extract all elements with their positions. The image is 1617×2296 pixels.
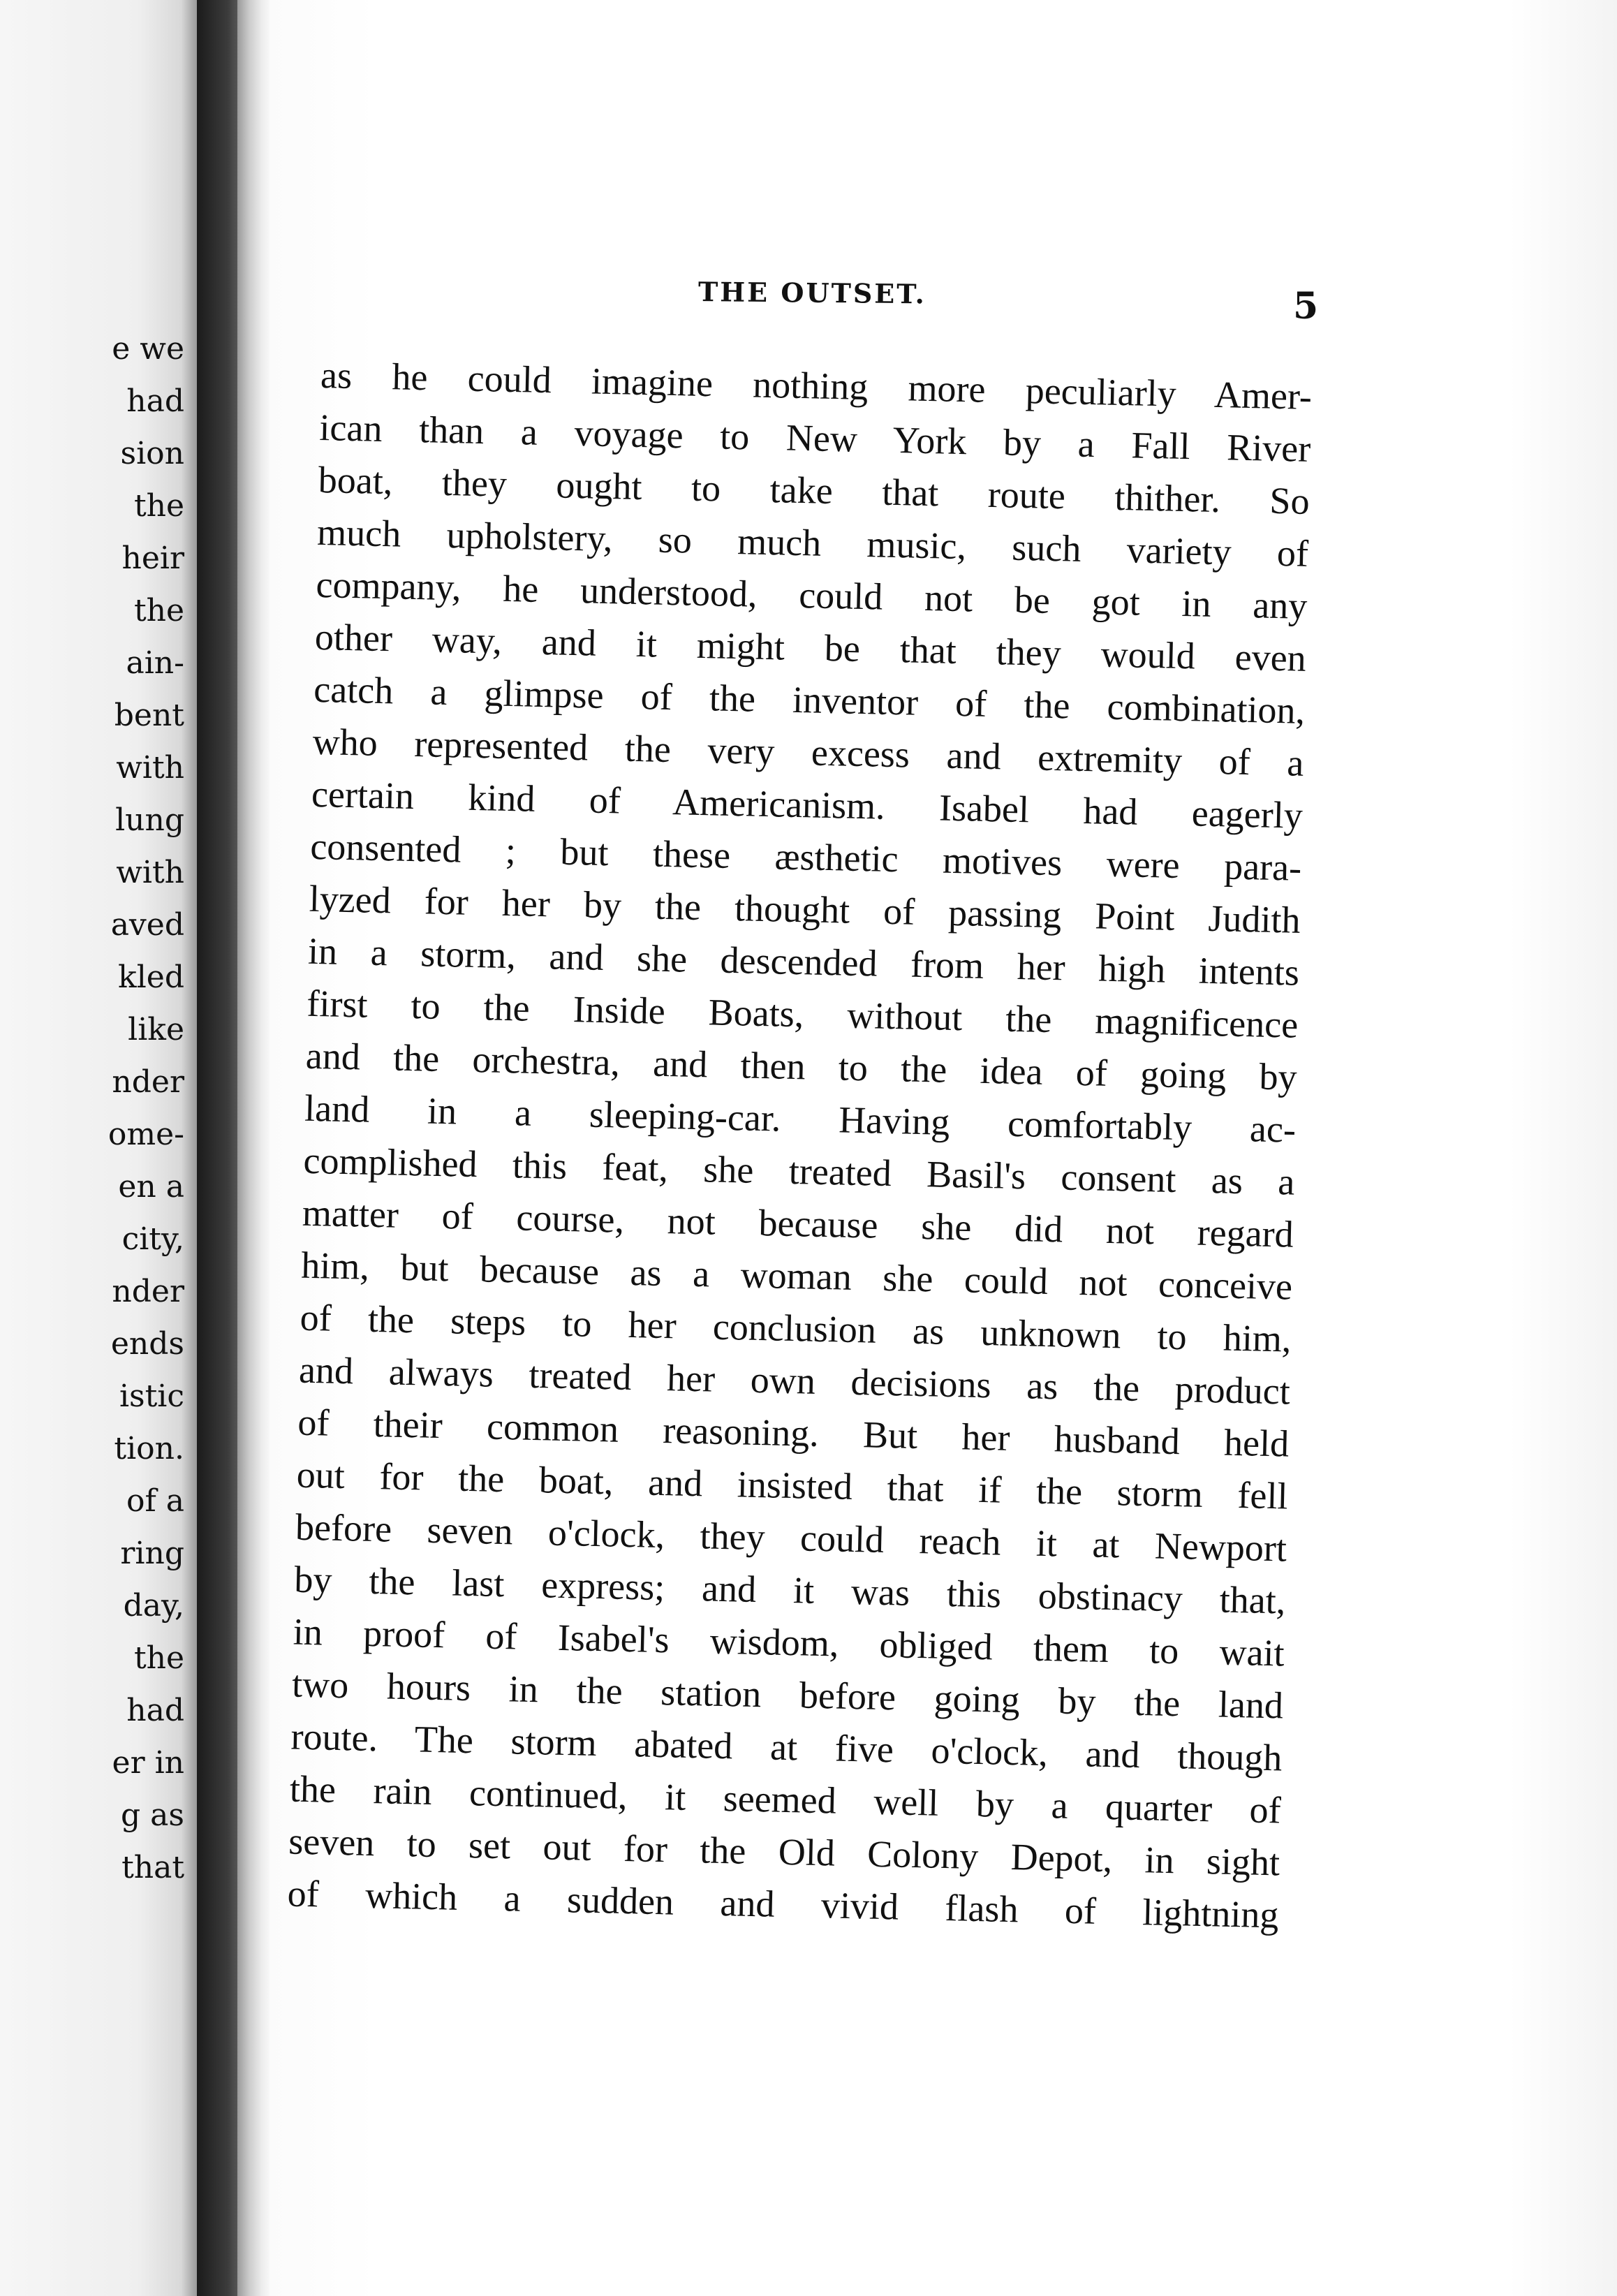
left-line: e we xyxy=(112,331,184,367)
text-line: out for the boat, and insisted that if the storm fell xyxy=(296,1453,1289,1517)
text-line: him, but because as a woman she could not conceive xyxy=(300,1244,1293,1308)
text-line: certain kind of Americanism. Isabel had eagerly xyxy=(311,772,1304,837)
text-line: route. The storm abated at five o'clock, and though xyxy=(290,1715,1283,1779)
left-line: lung xyxy=(115,802,184,838)
text-line: as he could imagine nothing more peculiarly Amer- xyxy=(320,353,1313,418)
text-line: and always treated her own decisions as the product xyxy=(298,1348,1291,1413)
left-line: istic xyxy=(119,1378,184,1414)
left-line: bent xyxy=(114,698,184,733)
left-line: like xyxy=(128,1012,184,1047)
text-line: lyzed for her by the thought of passing Point Judith xyxy=(309,877,1301,941)
text-line: the rain continued, it seemed well by a quarter of xyxy=(289,1767,1282,1832)
body-text xyxy=(287,349,1313,1941)
left-line: that xyxy=(121,1850,184,1885)
text-line: before seven o'clock, they could reach it at Newport xyxy=(295,1506,1287,1570)
text-line: ican than a voyage to New York by a Fall River xyxy=(318,406,1311,470)
text-line: two hours in the station before going by the land xyxy=(291,1663,1284,1727)
left-line: kled xyxy=(118,959,184,995)
text-line: by the last express; and it was this obstinacy that, xyxy=(293,1558,1286,1622)
left-line: day, xyxy=(123,1588,184,1624)
left-line: aved xyxy=(110,907,184,943)
text-line: of the steps to her conclusion as unknown to him, xyxy=(300,1296,1292,1360)
left-line: sion xyxy=(120,436,184,471)
left-line: ain- xyxy=(126,645,184,681)
text-line: much upholstery, so much music, such variety of xyxy=(316,510,1309,575)
left-line: nder xyxy=(112,1064,184,1100)
left-line: g as xyxy=(121,1797,184,1833)
text-line: in proof of Isabel's wisdom, obliged them to wait xyxy=(293,1610,1285,1675)
left-line: of a xyxy=(126,1483,184,1519)
binding-shadow xyxy=(237,0,270,2296)
left-line: en a xyxy=(118,1169,184,1205)
left-line: nder xyxy=(112,1274,184,1309)
text-line: who represented the very excess and extremity of a xyxy=(312,720,1305,784)
text-line: other way, and it might be that they would even xyxy=(314,615,1307,679)
left-line: the xyxy=(133,1640,184,1676)
left-line: with xyxy=(116,750,184,786)
text-line: seven to set out for the Old Colony Depot, in sight xyxy=(288,1820,1280,1884)
left-page xyxy=(0,0,197,2296)
text-line: company, he understood, could not be got in any xyxy=(315,563,1308,627)
binding-gutter xyxy=(197,0,237,2296)
left-line: the xyxy=(133,593,184,628)
text-line: matter of course, not because she did not regard xyxy=(302,1191,1294,1256)
left-line: heir xyxy=(121,540,184,576)
text-line: of which a sudden and vivid flash of lightning xyxy=(287,1872,1280,1936)
left-line: ends xyxy=(110,1326,184,1362)
left-line: the xyxy=(133,488,184,524)
page-number: 5 xyxy=(1293,285,1319,328)
left-line: with xyxy=(116,855,184,890)
left-line: had xyxy=(126,383,184,419)
text-line: catch a glimpse of the inventor of the combination, xyxy=(313,668,1306,732)
text-line: first to the Inside Boats, without the magnificence xyxy=(306,982,1299,1046)
left-line: had xyxy=(126,1693,184,1728)
text-line: of their common reasoning. But her husband held xyxy=(297,1401,1290,1465)
running-head: THE OUTSET. xyxy=(697,276,927,310)
text-line: land in a sleeping-car. Having comfortably ac- xyxy=(304,1087,1297,1151)
left-page-text xyxy=(0,323,184,1894)
text-line: complished this feat, she treated Basil's consent as a xyxy=(302,1139,1295,1203)
text-line: consented ; but these æsthetic motives were para- xyxy=(309,825,1302,889)
text-line: and the orchestra, and then to the idea of going by xyxy=(305,1034,1298,1098)
left-line: ome- xyxy=(108,1117,184,1152)
left-line: city, xyxy=(121,1221,184,1257)
text-line: in a storm, and she descended from her high intents xyxy=(307,929,1300,994)
text-line: boat, they ought to take that route thither. So xyxy=(318,458,1310,522)
left-line: er in xyxy=(112,1745,184,1781)
left-line: tion. xyxy=(114,1431,184,1466)
left-line: ring xyxy=(120,1536,184,1571)
